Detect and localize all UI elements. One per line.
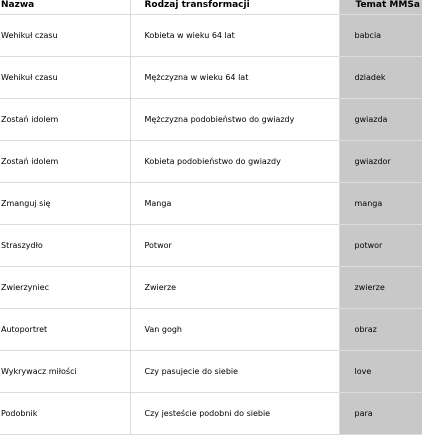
table-row	[0, 141, 422, 183]
cell-transformation-type: Potwor	[130, 225, 339, 267]
table-row	[0, 309, 422, 351]
table-header-row	[0, 0, 422, 15]
cell-transformation-type: Manga	[130, 183, 339, 225]
cell-transformation-type: Van gogh	[130, 309, 339, 351]
cell-mms-topic: gwiazda	[339, 99, 422, 141]
header-name: Nazwa	[0, 0, 130, 15]
cell-transformation-type: Mężczyzna podobieństwo do gwiazdy	[130, 99, 339, 141]
table-row	[0, 393, 422, 435]
cell-mms-topic: gwiazdor	[339, 141, 422, 183]
cell-name: Zwierzyniec	[0, 267, 130, 309]
cell-mms-topic: obraz	[339, 309, 422, 351]
table-row	[0, 99, 422, 141]
cell-mms-topic: zwierze	[339, 267, 422, 309]
table-row	[0, 15, 422, 57]
cell-name: Straszydło	[0, 225, 130, 267]
header-transformation-type: Rodzaj transformacji	[130, 0, 339, 15]
table-row	[0, 267, 422, 309]
table-row	[0, 183, 422, 225]
cell-transformation-type: Czy jesteście podobni do siebie	[130, 393, 339, 435]
table-row	[0, 351, 422, 393]
cell-mms-topic: potwor	[339, 225, 422, 267]
cell-mms-topic: love	[339, 351, 422, 393]
cell-transformation-type: Zwierze	[130, 267, 339, 309]
cell-name: Autoportret	[0, 309, 130, 351]
cell-mms-topic: dziadek	[339, 57, 422, 99]
cell-transformation-type: Kobieta podobieństwo do gwiazdy	[130, 141, 339, 183]
cell-name: Wehikuł czasu	[0, 15, 130, 57]
cell-transformation-type: Mężczyzna w wieku 64 lat	[130, 57, 339, 99]
cell-name: Wehikuł czasu	[0, 57, 130, 99]
cell-name: Podobnik	[0, 393, 130, 435]
cell-name: Zmanguj się	[0, 183, 130, 225]
header-mms-topic: Temat MMSa	[339, 0, 422, 15]
table-row	[0, 225, 422, 267]
table-row	[0, 57, 422, 99]
cell-mms-topic: babcia	[339, 15, 422, 57]
cell-mms-topic: para	[339, 393, 422, 435]
cell-name: Zostań idolem	[0, 99, 130, 141]
cell-name: Zostań idolem	[0, 141, 130, 183]
cell-transformation-type: Czy pasujecie do siebie	[130, 351, 339, 393]
cell-name: Wykrywacz miłości	[0, 351, 130, 393]
cell-mms-topic: manga	[339, 183, 422, 225]
cell-transformation-type: Kobieta w wieku 64 lat	[130, 15, 339, 57]
